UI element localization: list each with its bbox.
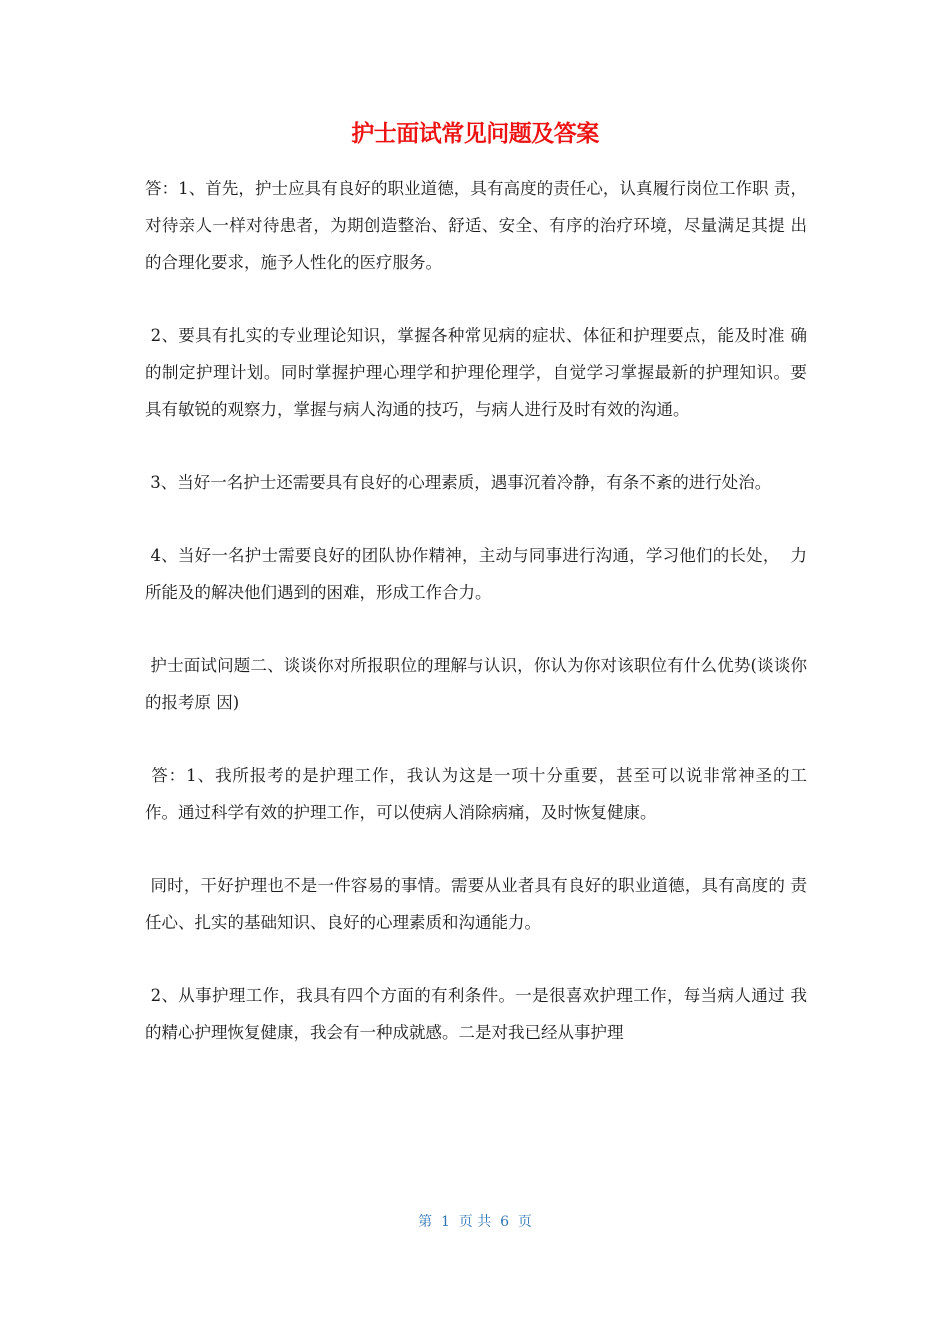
paragraph: 护士面试问题二、谈谈你对所报职位的理解与认识，你认为你对该职位有什么优势(谈谈你的报考原 因) bbox=[145, 656, 808, 712]
paragraph: 4、当好一名护士需要良好的团队协作精神，主动与同事进行沟通，学习他们的长处， 力所能及的解决他们遇到的困难，形成工作合力。 bbox=[145, 546, 807, 602]
paragraph: 同时，干好护理也不是一件容易的事情。需要从业者具有良好的职业道德，具有高度的 责任心、扎实的基础知识、良好的心理素质和沟通能力。 bbox=[145, 876, 807, 932]
paragraph: 2、从事护理工作，我具有四个方面的有利条件。一是很喜欢护理工作，每当病人通过 我的精心护理恢复健康，我会有一种成就感。二是对我已经从事护理 bbox=[145, 986, 808, 1042]
document-body bbox=[145, 170, 813, 1051]
page-number-footer: 第 1 页 共 6 页 bbox=[418, 1214, 532, 1230]
document-title: 护士面试常见问题及答案 bbox=[351, 121, 599, 147]
paragraph: 答：1、首先，护士应具有良好的职业道德，具有高度的责任心，认真履行岗位工作职 责，对待亲人一样对待患者，为期创造整治、舒适、安全、有序的治疗环境，尽量满足其提 出的合理化要求，施予人性化的医疗服务。 bbox=[145, 179, 807, 272]
paragraph: 2、要具有扎实的专业理论知识，掌握各种常见病的症状、体征和护理要点，能及时准 确的制定护理计划。同时掌握护理心理学和护理伦理学，自觉学习掌握最新的护理知识。要 具有敏锐的观察力，掌握与病人沟通的技巧，与病人进行及时有效的沟通。 bbox=[145, 326, 813, 419]
paragraph: 3、当好一名护士还需要具有良好的心理素质，遇事沉着冷静，有条不紊的进行处治。 bbox=[145, 473, 772, 492]
paragraph: 答：1、我所报考的是护理工作，我认为这是一项十分重要，甚至可以说非常神圣的工 作。通过科学有效的护理工作，可以使病人消除病痛，及时恢复健康。 bbox=[145, 766, 813, 822]
